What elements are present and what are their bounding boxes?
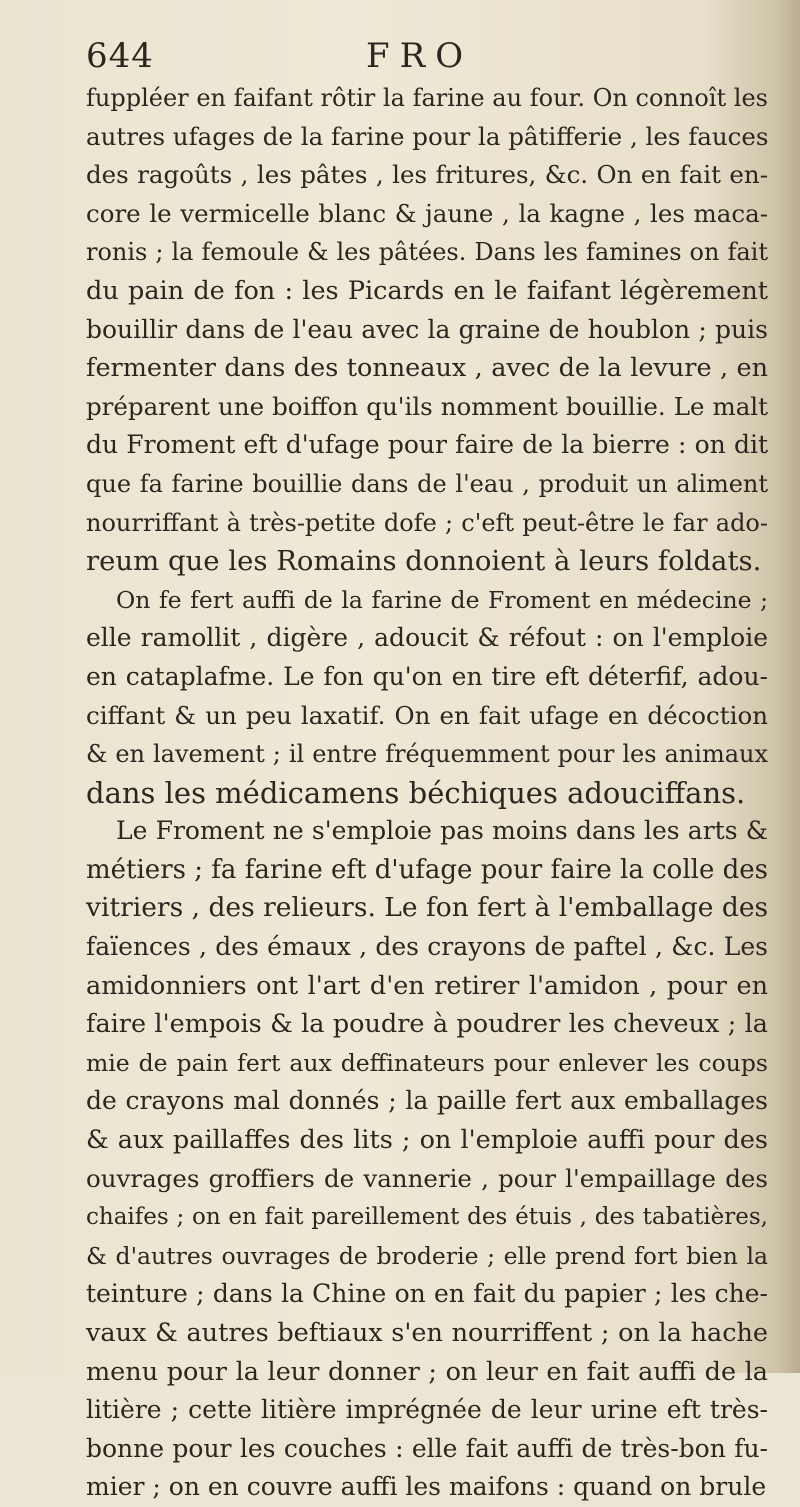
text-line: fuppléer en faifant rôtir la farine au four. On connoît les [86,84,768,112]
text-line: bonne pour les couches : elle fait auffi de très-bon fu- [86,1433,768,1463]
running-head: FRO [366,36,474,76]
text-line: de crayons mal donnés ; la paille fert aux emballages [86,1086,768,1116]
text-line: métiers ; fa farine eft d'ufage pour faire la colle des [86,854,768,885]
text-line: en cataplafme. Le fon qu'on en tire eft déterfif, adou- [86,661,768,691]
text-line: vitriers , des relieurs. Le fon fert à l'emballage des [86,892,769,924]
text-line: & en lavement ; il entre fréquemment pour les animaux [86,740,768,769]
text-line: ciffant & un peu laxatif. On en fait ufage en décoction [86,700,768,730]
text-line: autres ufages de la farine pour la pâtifferie , les fauces [86,121,769,151]
text-line: nourriffant à très-petite dofe ; c'eft peut-être le far ado- [86,508,768,537]
text-line: des ragoûts , les pâtes , les fritures, &c. On en fait en- [86,160,768,190]
text-line: teinture ; dans la Chine on en fait du papier ; les che- [86,1279,768,1309]
text-line: mier ; on en couvre auffi les maifons : quand on brule [86,1472,767,1502]
text-line: Le Froment ne s'emploie pas moins dans les arts & [116,816,768,846]
text-line: dans les médicamens béchiques adouciffans. [86,775,746,810]
page-number: 644 [86,36,154,76]
text-line: que fa farine bouillie dans de l'eau , produit un aliment [86,469,768,498]
text-line: ouvrages groffiers de vannerie , pour l'empaillage des [86,1163,768,1193]
text-line: du Froment eft d'ufage pour faire de la bierre : on dit [86,430,768,460]
text-line: vaux & autres beftiaux s'en nourriffent ; on la hache [86,1318,768,1348]
text-line: ronis ; la femoule & les pâtées. Dans les famines on fait [86,238,768,267]
text-line: core le vermicelle blanc & jaune , la kagne , les maca- [86,198,768,228]
text-line: On fe fert auffi de la farine de Froment en médecine ; [116,585,768,614]
text-line: mie de pain fert aux deffinateurs pour enlever les coups [86,1048,768,1077]
text-line: & d'autres ouvrages de broderie ; elle prend fort bien la [86,1241,768,1270]
body-text [86,79,768,1507]
text-line: & aux paillaffes des lits ; on l'emploie auffi pour des [86,1125,768,1156]
text-line: faïences , des émaux , des crayons de paftel , &c. Les [86,932,768,962]
text-line: préparent une boiffon qu'ils nomment bouillie. Le malt [86,391,768,421]
text-line: faire l'empois & la poudre à poudrer les cheveux ; la [86,1009,768,1040]
text-line: du pain de fon : les Picards en le faifant légèrement [86,275,768,306]
text-line: chaifes ; on en fait pareillement des étuis , des tabatières, [86,1204,768,1231]
text-line: bouillir dans de l'eau avec la graine de houblon ; puis [86,314,768,344]
text-line: reum que les Romains donnoient à leurs foldats. [86,545,762,578]
text-line: litière ; cette litière imprégnée de leur urine eft très- [86,1395,768,1425]
text-line: elle ramollit , digère , adoucit & réfout : on l'emploie [86,623,768,653]
text-line: menu pour la leur donner ; on leur en fait auffi de la [86,1356,768,1387]
text-line: fermenter dans des tonneaux , avec de la levure , en [86,353,768,384]
text-line: amidonniers ont l'art d'en retirer l'amidon , pour en [86,970,768,1001]
